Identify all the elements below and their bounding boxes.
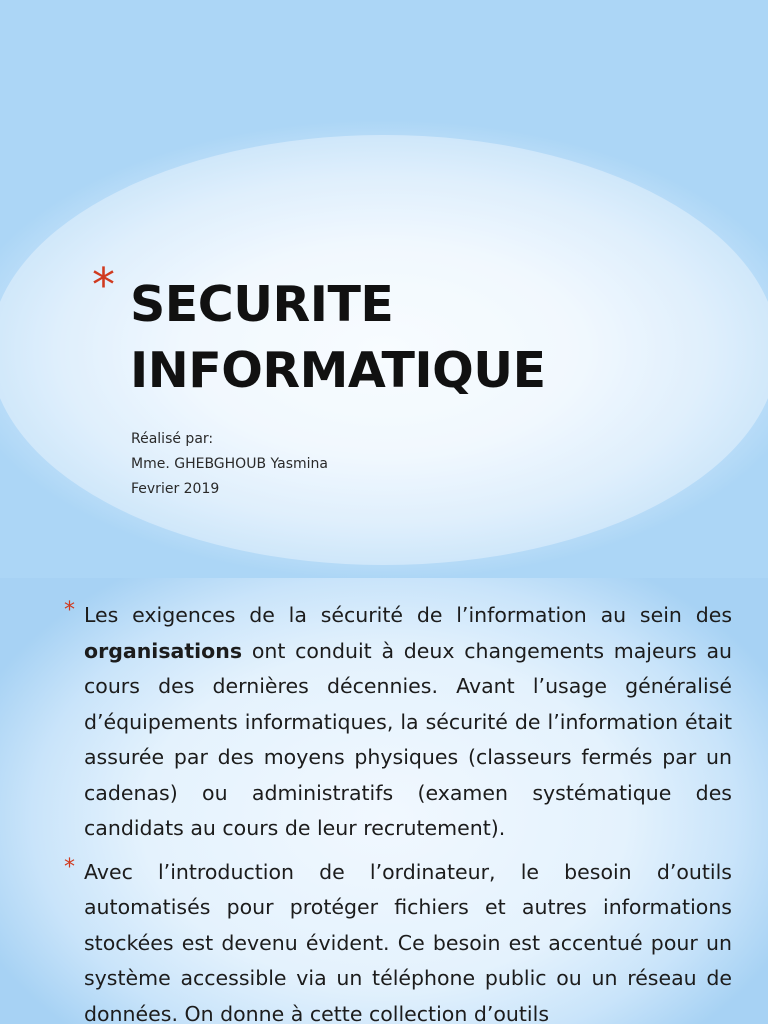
bullet-1-text-start: Les exigences de la sécurité de l’information au sein des (84, 603, 732, 627)
bullet-1-bold-term: organisations (84, 638, 243, 663)
title-bullet-icon: * (92, 258, 115, 312)
bullet-1-icon: * (64, 598, 75, 623)
presentation-date: Fevrier 2019 (131, 481, 220, 497)
bullet-2-text: Avec l’introduction de l’ordinateur, le besoin d’outils automatisés pour protéger fichiers et autres informations stockées est devenu évident. Ce besoin est accentué pour un système accessible via un téléphone public ou un réseau de données. On donne à cette collection d’outils (84, 859, 732, 1024)
made-by-label: Réalisé par: (131, 431, 214, 447)
bullet-1-text-end: ont conduit à deux changements majeurs au cours des dernières décennies. Avant l’usage généralisé d’équipements informatiques, la sécurité de l’information était assurée par des moyens physiques (classeurs fermés par un cadenas) ou administratifs (examen systématique des candidats au cours de leur recrutement). (84, 638, 732, 840)
author-name: Mme. GHEBGHOUB Yasmina (131, 456, 328, 472)
bullet-list (0, 598, 768, 1024)
slide-title (130, 272, 546, 404)
bullet-item-2 (64, 854, 732, 1024)
bullet-item-1 (64, 598, 732, 847)
title-line-1: SECURITE (130, 276, 394, 333)
title-line-2: INFORMATIQUE (130, 342, 546, 399)
slide-subtitle (131, 427, 328, 502)
content-slide (0, 578, 768, 1024)
bullet-2-icon: * (64, 854, 75, 880)
